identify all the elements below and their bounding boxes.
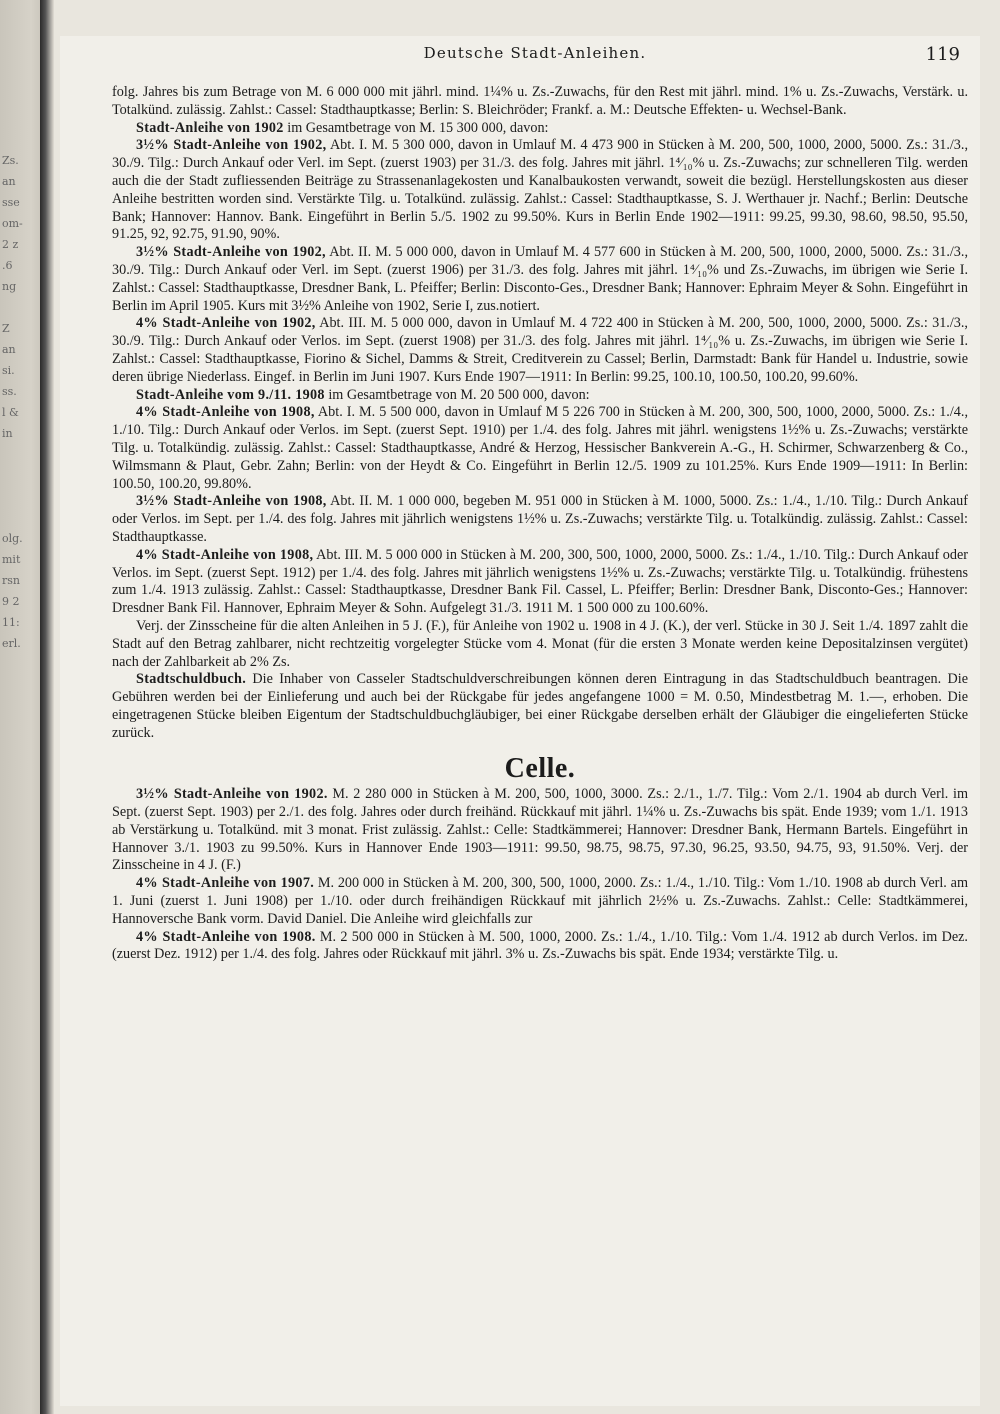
entry-text: folg. Jahres bis zum Betrage von M. 6 000 000 mit jährl. mind. 1¼% u. Zs.-Zuwachs, für den Rest mit jährl. mind. 1% u. Zs.-Zuwachs, Verstärk. u. Totalkünd. zulässig. Zahlst.: Cassel: Stadthauptkasse; Berlin: S. Bleichröder; Frankf. a. M.: Deutsche Effekten- u. Wechsel-Bank. [112, 84, 968, 118]
entry-text: M. 2 280 000 in Stücken à M. 200, 500, 1000, 3000. Zs.: 2./1., 1./7. Tilg.: Vom 2./1. 1904 ab durch Verl. im Sept. (zuerst Sept. 1903) per 2./1. des folg. Jahres oder durch freihänd. Rückkauf mit jährl. 1¼% u. Zs.-Zuwachs bis spät. Ende 1939; vom 1./1. 1913 ab Verstärkung u. Totalkünd. mit 3 monat. Frist zulässig. Zahlst.: Celle: Stadtkämmerei; Hannover: Dresdner Bank, Hermann Bartels. Eingeführt in Hannover 3./1. 1903 zu 99.50%. Kurs in Hannover Ende 1903—1911: 99.50, 98.75, 98.75, 97.30, 96.25, 93.50, 94.75, 93, 91.50%. Verj. der Zinsscheine in 4 J. (F.) [112, 786, 968, 874]
margin-fragment: an [2, 343, 16, 356]
margin-fragment: erl. [2, 637, 21, 650]
entry-text: im Gesamtbetrage von M. 15 300 000, davon: [283, 119, 549, 136]
margin-fragment: 11: [2, 616, 20, 629]
paragraph [112, 84, 968, 120]
entry-text: M. 200 000 in Stücken à M. 200, 300, 500, 1000, 2000. Zs.: 1./4., 1./10. Tilg.: Vom 1./10. 1908 ab durch Verl. am 1. Juni (zuerst 1. Juni 1908) per 1./10. oder durch freihändigen Rückkauf mit jährlich 2½% u. Zs.-Zuwachs. Zahlst.: Celle: Stadtkämmerei, Hannoversche Bank vorm. David Daniel. Die Anleihe wird gleichfalls zur [112, 875, 968, 927]
paragraph [112, 120, 968, 138]
entry-heading: 4% Stadt-Anleihe von 1908, [136, 404, 315, 421]
entry-heading: 4% Stadt-Anleihe von 1908, [136, 546, 314, 563]
paragraph [112, 547, 968, 618]
entry-heading: 3½% Stadt-Anleihe von 1908, [136, 493, 327, 510]
paragraph [112, 786, 968, 875]
entry-text: Abt. I. M. 5 500 000, davon in Umlauf M 5 226 700 in Stücken à M. 200, 300, 500, 1000, 2000, 5000. Zs.: 1./4., 1./10. Tilg.: Durch Ankauf oder Verlos. im Sept. (zuerst Sept. 1910) per 1./4. des folg. Jahres mit jährl. wenigstens 1½% u. Zs.-Zuwachs; verstärkte Tilg. u. Totalkündig. zulässig. Zahlst.: Cassel: Stadthauptkasse, André & Herzog, Hessischer Bankverein A.-G., H. Schirmer, Schwarzenberg & Co., Wilmsmann & Plaut, Gebr. Zahn; Berlin: von der Heydt & Co. Eingeführt in Berlin 12./5. 1909 zu 101.25%. Kurs Ende 1909—1911: In Berlin: 100.50, 100.20, 99.80%. [112, 404, 968, 492]
margin-fragment: Z [2, 322, 10, 335]
margin-fragment: rsn [2, 574, 20, 587]
margin-fragment: om- [2, 217, 23, 230]
running-title: Deutsche Stadt-Anleihen. [423, 44, 647, 62]
entry-text: Verj. der Zinsscheine für die alten Anleihen in 5 J. (F.), für Anleihe von 1902 u. 1908 in 4 J. (K.), der verl. Stücke in 30 J. Seit 1./4. 1897 zahlt die Stadt auf den Betrag zahlbarer, nicht rechtzeitig vorgelegter Stücke vom 4. Monat (für die ersten 3 Monate werden keine Depositalzinsen vergütet) nach der Zahlbarkeit ab 2% Zs. [112, 617, 968, 670]
entry-heading: Stadt-Anleihe von 1902 [136, 119, 284, 136]
margin-fragment [2, 486, 40, 507]
margin-fragment [2, 444, 40, 465]
entry-text: Abt. III. M. 5 000 000, davon in Umlauf M. 4 722 400 in Stücken à M. 200, 500, 1000, 2000, 5000. Zs.: 31./3., 30./9. Tilg.: Durch Ankauf oder Verlos. im Sept. (zuerst 1908) per 31./3. des folg. Jahres mit jährl. 1⁴⁄₁₀% u. Zs.-Zuwachs, im übrigen wie Serie I. Zahlst.: Cassel: Stadthauptkasse, Fiorino & Sichel, Damms & Streit, Creditverein zu Cassel; Berlin, Darmstadt: Bank für Handel u. Industrie, sowie deren übrige Niederlass. Eingef. in Berlin im Juni 1907. Kurs Ende 1907—1911: In Berlin: 99.25, 100.10, 100.50, 100.20, 99.60%. [112, 315, 968, 385]
margin-fragment: ss. [2, 385, 17, 398]
page-header [110, 44, 960, 68]
entry-heading: 3½% Stadt-Anleihe von 1902, [136, 244, 326, 261]
entry-heading: 4% Stadt-Anleihe von 1908. [136, 928, 316, 945]
paragraph [112, 244, 968, 315]
paragraph [112, 137, 968, 244]
page-number: 119 [925, 44, 960, 65]
entry-heading: 4% Stadt-Anleihe von 1907. [136, 875, 315, 892]
margin-fragment: in [2, 427, 13, 440]
entry-heading: Stadt-Anleihe vom 9./11. 1908 [136, 386, 325, 403]
paragraph [112, 404, 968, 493]
entry-text: Die Inhaber von Casseler Stadtschuldverschreibungen können deren Eintragung in das Stadtschuldbuch beantragen. Die Gebühren werden bei der Einlieferung und auch bei der Rückgabe für jedes angefangene 1000 = M. 0.50, Mindestbetrag M. 1.—, erhoben. Die eingetragenen Stücke bleiben Eigentum der Stadtschuldbuchgläubiger, bei einer Rückgabe derselben erhält der Gläubiger die eingelieferten Stücke zurück. [112, 671, 968, 741]
paragraph [112, 618, 968, 671]
entry-heading: 3½% Stadt-Anleihe von 1902, [136, 137, 327, 154]
entry-text: Abt. III. M. 5 000 000 in Stücken à M. 200, 300, 500, 1000, 2000, 5000. Zs.: 1./4., 1./10. Tilg.: Durch Ankauf oder Verlos. im Sept. (zuerst Sept. 1912) per 1./4. des folg. Jahres mit jährlich wenigstens 1½% u. Zs.-Zuwachs; verstärkte Tilg. u. Totalkündig. frühestens zum 1./4. 1913 zulässig. Zahlst.: Cassel: Stadthauptkasse, Dresdner Bank Fil. Cassel, L. Pfeiffer; Berlin: Dresdner Bank, Disconto-Ges.; Hannover: Dresdner Bank Fil. Hannover, Ephraim Meyer & Sohn. Aufgelegt 31./3. 1911 M. 1 500 000 zu 100.60%. [112, 546, 968, 617]
entry-heading: Stadtschuldbuch. [136, 671, 247, 688]
margin-fragment: .6 [2, 259, 13, 272]
document-page [60, 36, 980, 1406]
paragraph [112, 875, 968, 928]
entry-heading: 3½% Stadt-Anleihe von 1902. [136, 786, 328, 803]
entry-text: M. 2 500 000 in Stücken à M. 500, 1000, 2000. Zs.: 1./4., 1./10. Tilg.: Vom 1./4. 1912 ab durch Verlos. im Dez. (zuerst Dez. 1912) per 1./4. des folg. Jahres oder Rückkauf mit jährl. 3% u. Zs.-Zuwachs bis spät. Ende 1934; verstärkte Tilg. u. [112, 928, 968, 963]
entry-text: im Gesamtbetrage von M. 20 500 000, davon: [324, 386, 590, 403]
paragraph [112, 929, 968, 965]
margin-fragment: 2 z [2, 238, 19, 251]
paragraph [112, 671, 968, 742]
entry-heading: 4% Stadt-Anleihe von 1902, [136, 315, 316, 332]
paragraph [112, 493, 968, 546]
entry-text: Abt. II. M. 5 000 000, davon in Umlauf M. 4 577 600 in Stücken à M. 200, 500, 1000, 2000, 5000. Zs.: 31./3., 30./9. Tilg.: Durch Ankauf oder Verl. im Sept. (zuerst 1906) per 31./3. des folg. Jahres mit jährl. 1⁴⁄₁₀% und Zs.-Zuwachs, im übrigen wie Serie I. Zahlst.: Cassel: Stadthauptkasse, Dresdner Bank, L. Pfeiffer; Berlin: Disconto-Ges., Dresdner Bank; Hannover: Ephraim Meyer & Sohn. Eingeführt in Berlin im April 1905. Kurs mit 3½% Anleihe von 1902, Serie I, zus.notiert. [112, 244, 968, 314]
margin-fragment: l & [2, 406, 19, 419]
margin-fragment: an [2, 175, 16, 188]
margin-fragment: ng [2, 280, 17, 293]
entry-text: Abt. II. M. 1 000 000, begeben M. 951 000 in Stücken à M. 1000, 5000. Zs.: 1./4., 1./10. Tilg.: Durch Ankauf oder Verlos. im Sept. per 1./4. des folg. Jahres mit jährlich wenigstens 1½% u. Zs.-Zuwachs; verstärkte Tilg. u. Totalkündig. zulässig. Zahlst.: Cassel: Stadthauptkasse. [112, 493, 968, 545]
cassel-entries [112, 84, 968, 742]
entry-text: Abt. I. M. 5 300 000, davon in Umlauf M. 4 473 900 in Stücken à M. 200, 500, 1000, 2000, 5000. Zs.: 31./3., 30./9. Tilg.: Durch Ankauf oder Verl. im Sept. (zuerst 1903) per 31./3. des folg. Jahres mit jährl. 1⁴⁄₁₀% u. Zs.-Zuwachs; zur schnelleren Tilg. werden auch die der Stadt zufliessenden Beiträge zu Strassenanlagekosten und Kanalbaukosten verwandt, soweit die bezügl. Herstellungskosten aus dieser Anleihe bestritten worden sind. Verstärkte Tilg. u. Totalkünd. zulässig. Zahlst.: Cassel: Stadthauptkasse, S. J. Werthauer jr. Nachf.; Berlin: Deutsche Bank; Hannover: Hannov. Bank. Eingeführt in Berlin 5./5. 1902 zu 99.50%. Kurs in Berlin Ende 1902—1911: 99.25, 99.30, 98.60, 98.50, 95.50, 91.25, 92, 92.75, 91.90, 90%. [112, 137, 968, 243]
paragraph [112, 387, 968, 405]
margin-fragment: si. [2, 364, 15, 377]
paragraph [112, 315, 968, 386]
margin-fragment [2, 297, 40, 318]
margin-fragment: olg. [2, 532, 23, 545]
margin-fragment [2, 507, 40, 528]
page-body [112, 84, 968, 964]
margin-fragment: mit [2, 553, 21, 566]
facing-page-fragments [2, 150, 40, 654]
margin-fragment [2, 465, 40, 486]
book-spine-shadow [40, 0, 54, 1414]
margin-fragment: sse [2, 196, 20, 209]
margin-fragment: 9 2 [2, 595, 20, 608]
margin-fragment: Zs. [2, 154, 19, 167]
section-heading: Celle. [504, 753, 576, 785]
celle-entries [112, 786, 968, 964]
